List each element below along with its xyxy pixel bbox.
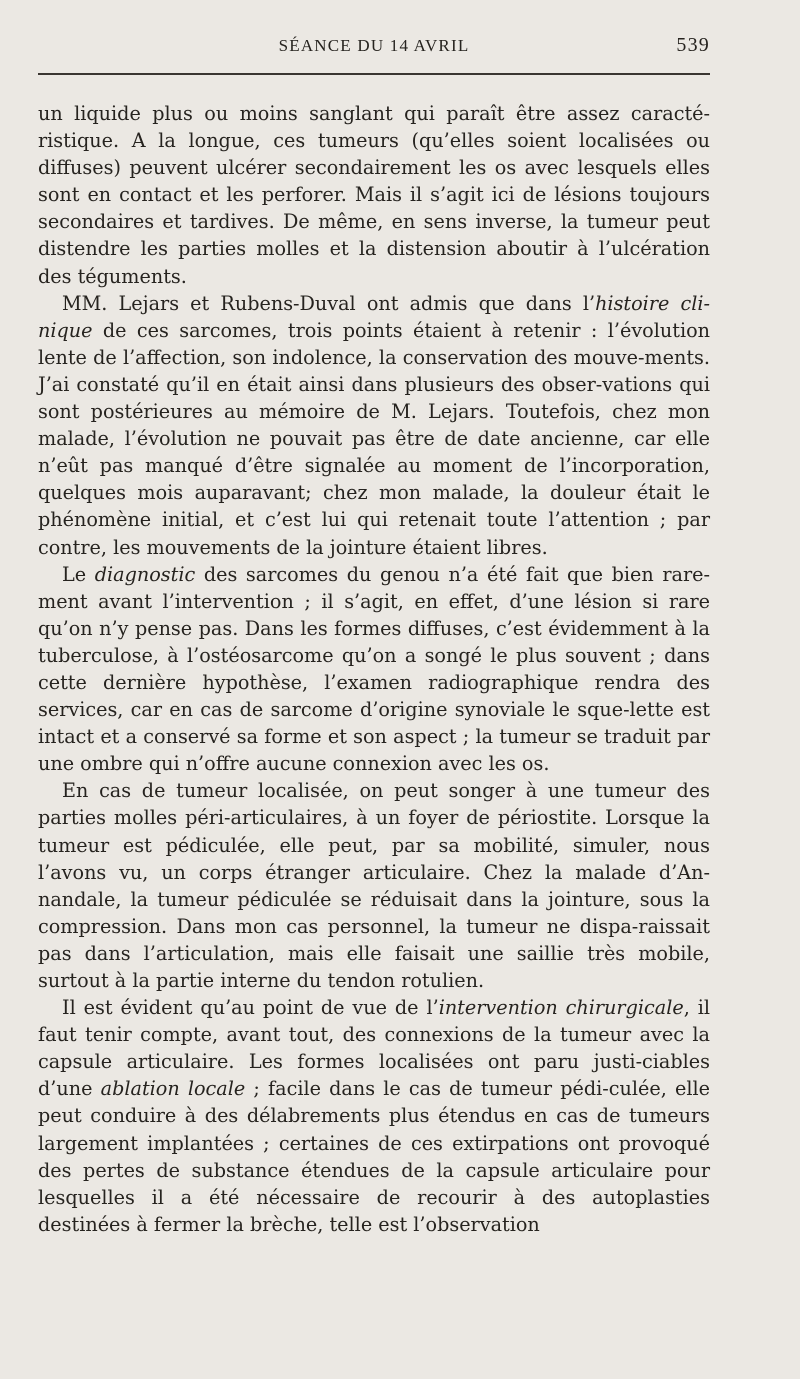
- italic-histoire-clinique: histoire cli-nique: [38, 291, 710, 342]
- paragraph-5-text-c: ; facile dans le cas de tumeur pédi-culée, elle peut conduire à des délabrements plus étendus en cas de tumeurs largement implantées ; certaines de ces extirpations ont provoqué des pertes de substance étendues de la capsule articulaire pour lesquelles il a été nécessaire de recourir à des autoplasties destinées à fermer la brèche, telle est l’observation: [38, 1077, 710, 1236]
- paragraph-4-text: En cas de tumeur localisée, on peut songer à une tumeur des parties molles péri-articulaires, à un foyer de périostite. Lorsque la tumeur est pédiculée, elle peut, par sa mobilité, simuler, nous l’avons vu, un corps étranger articulaire. Chez la malade d’An-nandale, la tumeur pédiculée se réduisait dans la jointure, sous la compression. Dans mon cas personnel, la tumeur ne dispa-raissait pas dans l’articulation, mais elle faisait une saillie très mobile, surtout à la partie interne du tendon rotulien.: [38, 779, 710, 992]
- paragraph-2-text-b: de ces sarcomes, trois points étaient à retenir : l’évolution lente de l’affection, son indolence, la conservation des mouve-ments. J’ai constaté qu’il en était ainsi dans plusieurs des obser-vations qui sont postérieures au mémoire de M. Lejars. Toutefois, chez mon malade, l’évolution ne pouvait pas être de date ancienne, car elle n’eût pas manqué d’être signalée au moment de l’incorporation, quelques mois auparavant; chez mon malade, la douleur était le phénomène initial, et c’est lui qui retenait toute l’attention ; par contre, les mouvements de la jointure étaient libres.: [38, 318, 710, 559]
- paragraph-5-text-b: , il faut tenir compte, avant tout, des connexions de la tumeur avec la capsule articulaire. Les formes localisées ont paru justi-ciables d’une: [38, 996, 710, 1101]
- running-title: SÉANCE DU 14 AVRIL: [278, 36, 470, 55]
- paragraph-continuation: [38, 100, 710, 290]
- paragraph-5-text-a: Il est évident qu’au point de vue de l’: [62, 996, 439, 1020]
- italic-diagnostic: diagnostic: [94, 562, 196, 586]
- body-text: [38, 100, 710, 1238]
- paragraph-2-text-a: MM. Lejars et Rubens-Duval ont admis que dans l’: [62, 291, 596, 315]
- paragraph-histoire-clinique: [38, 290, 710, 561]
- paragraph-3-text-b: des sarcomes du genou n’a été fait que bien rare-ment avant l’intervention ; il s’agit, en effet, d’une lésion si rare qu’on n’y pense pas. Dans les formes diffuses, c’est évidemment à la tuberculose, à l’ostéosarcome qu’on a songé le plus souvent ; dans cette dernière hypothèse, l’examen radiographique rendra des services, car en cas de sarcome d’origine synoviale le sque-lette est intact et a conservé sa forme et son aspect ; la tumeur se traduit par une ombre qui n’offre aucune connexion avec les os.: [38, 562, 710, 776]
- italic-intervention-chirurgicale: intervention chirurgicale: [438, 996, 684, 1020]
- page-number: 539: [676, 34, 710, 56]
- paragraph-1-text: un liquide plus ou moins sanglant qui paraît être assez caracté-ristique. A la longue, ces tumeurs (qu’elles soient localisées ou diffuses) peuvent ulcérer secondairement les os avec lesquels elles sont en contact et les perforer. Mais il s’agit ici de lésions toujours secondaires et tardives. De même, en sens inverse, la tumeur peut distendre les parties molles et la distension aboutir à l’ulcération des téguments.: [38, 102, 710, 288]
- paragraph-3-text-a: Le: [62, 562, 95, 586]
- page-header: [38, 34, 710, 66]
- paragraph-intervention: [38, 994, 710, 1238]
- header-rule: [38, 73, 710, 75]
- paragraph-tumeur-localisee: [38, 777, 710, 994]
- paragraph-diagnostic: [38, 561, 710, 778]
- italic-ablation-locale: ablation locale: [100, 1077, 246, 1101]
